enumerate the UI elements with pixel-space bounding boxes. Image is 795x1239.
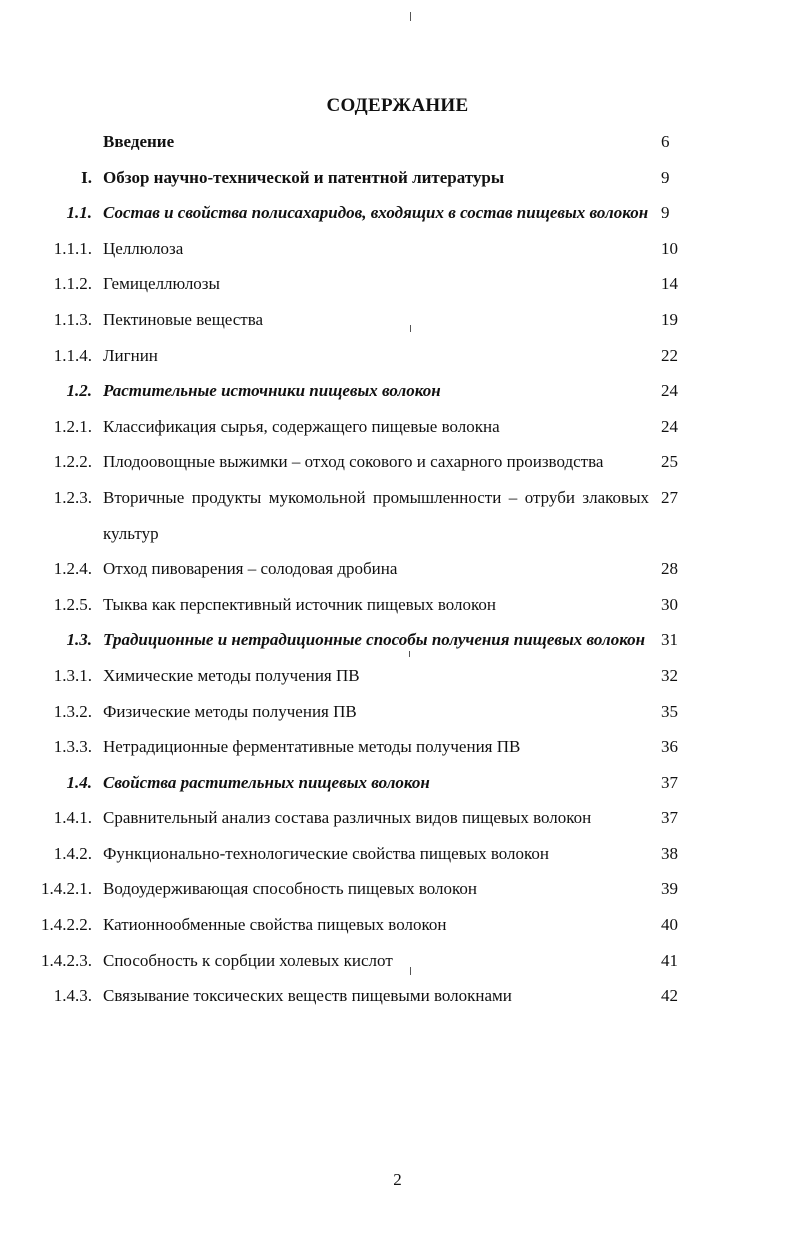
toc-title: Физические методы получения ПВ: [103, 701, 357, 721]
toc-title: Тыква как перспективный источник пищевых волокон: [103, 594, 497, 614]
toc-row: [0, 658, 795, 694]
toc-row: [0, 444, 795, 480]
toc-page: 37: [661, 808, 678, 828]
toc-number: 1.4.2.2.: [41, 915, 92, 935]
toc-number: 1.1.2.: [53, 274, 92, 294]
toc-number: 1.4.1.: [53, 808, 92, 828]
toc-row: [0, 266, 795, 302]
toc-title: Растительные источники пищевых волокон: [103, 381, 441, 401]
toc-number: 1.1.1.: [53, 238, 92, 258]
toc-title: Введение: [103, 132, 175, 151]
toc-page: 39: [661, 879, 678, 899]
toc-page: 35: [661, 701, 678, 721]
toc-row: [0, 302, 795, 338]
toc-number: 1.4.2.3.: [41, 950, 92, 970]
toc-title: Плодоовощные выжимки – отход сокового и сахарного производства: [103, 452, 604, 472]
scan-speck: [410, 325, 411, 332]
toc-row: [0, 480, 795, 551]
toc-title: Традиционные и нетрадиционные способы получения пищевых волокон: [103, 630, 646, 650]
toc-page: 10: [661, 238, 678, 258]
toc-number: 1.4.: [66, 772, 92, 792]
toc-page: 9: [661, 167, 670, 187]
toc-page: 30: [661, 594, 678, 614]
toc-page: 27: [661, 487, 678, 507]
toc-row: [0, 978, 795, 1014]
toc-page: 25: [661, 452, 678, 472]
toc-row: [0, 551, 795, 587]
toc-number: 1.1.: [66, 203, 92, 223]
page-title: СОДЕРЖАНИЕ: [326, 95, 469, 116]
toc-title: Сравнительный анализ состава различных видов пищевых волокон: [103, 808, 592, 828]
toc-title: Целлюлоза: [103, 238, 184, 258]
toc-number: 1.3.3.: [53, 737, 92, 757]
toc-number: 1.1.3.: [53, 309, 92, 329]
toc-row: [0, 943, 795, 979]
toc-title: Гемицеллюлозы: [103, 274, 220, 294]
toc-row: [0, 409, 795, 445]
toc-row: [0, 694, 795, 730]
toc-number: 1.2.2.: [53, 452, 92, 472]
scan-speck: [409, 651, 410, 657]
toc-title: Лигнин: [103, 345, 158, 365]
toc-page: 9: [661, 203, 670, 223]
toc-number: 1.2.4.: [53, 559, 92, 579]
toc-page: 19: [661, 309, 678, 329]
toc-title: Связывание токсических веществ пищевыми волокнами: [103, 986, 512, 1006]
toc-row: [0, 124, 795, 160]
toc-title: Пектиновые вещества: [103, 309, 264, 329]
toc-page: 24: [661, 416, 678, 436]
table-of-contents: [0, 124, 795, 1014]
toc-row: [0, 160, 795, 196]
toc-number: 1.4.2.: [53, 843, 92, 863]
toc-row: [0, 729, 795, 765]
toc-row: [0, 231, 795, 267]
toc-number: 1.3.2.: [53, 701, 92, 721]
toc-title: Водоудерживающая способность пищевых волокон: [103, 879, 478, 899]
toc-number: 1.1.4.: [53, 345, 92, 365]
toc-number: 1.2.5.: [53, 594, 92, 614]
toc-number: 1.2.: [66, 381, 92, 401]
toc-title: Отход пивоварения – солодовая дробина: [103, 559, 398, 579]
toc-page: 22: [661, 345, 678, 365]
toc-title: Свойства растительных пищевых волокон: [103, 772, 430, 792]
toc-row: [0, 587, 795, 623]
toc-number: 1.4.3.: [53, 986, 92, 1006]
page-number: 2: [393, 1170, 402, 1189]
toc-number: 1.3.: [66, 630, 92, 650]
toc-number: 1.2.3.: [53, 487, 92, 507]
toc-page: 40: [661, 915, 678, 935]
toc-page: 42: [661, 986, 678, 1006]
scan-speck: [410, 967, 411, 975]
toc-row: [0, 622, 795, 658]
toc-row: [0, 373, 795, 409]
toc-page: 38: [661, 843, 678, 863]
toc-row: [0, 195, 795, 231]
toc-title: Катионнообменные свойства пищевых волокон: [103, 915, 447, 935]
toc-page: 41: [661, 950, 678, 970]
toc-number: I.: [81, 167, 92, 187]
toc-page: 32: [661, 665, 678, 685]
toc-page: 31: [661, 630, 678, 650]
toc-page: 6: [661, 132, 670, 151]
toc-row: [0, 765, 795, 801]
toc-page: 14: [661, 274, 678, 294]
toc-page: 36: [661, 737, 678, 757]
toc-row: [0, 907, 795, 943]
toc-title: Вторичные продукты мукомольной промышленности – отруби злаковых культур: [103, 487, 649, 543]
toc-page: 37: [661, 772, 678, 792]
scan-speck: [410, 12, 411, 21]
toc-number: 1.3.1.: [53, 665, 92, 685]
toc-title: Состав и свойства полисахаридов, входящих в состав пищевых волокон: [103, 203, 649, 223]
toc-title: Функционально-технологические свойства пищевых волокон: [103, 843, 549, 863]
toc-row: [0, 871, 795, 907]
toc-row: [0, 800, 795, 836]
toc-title: Способность к сорбции холевых кислот: [103, 950, 393, 970]
toc-number: 1.4.2.1.: [41, 879, 92, 899]
toc-title: Классификация сырья, содержащего пищевые волокна: [103, 416, 500, 436]
toc-title: Нетрадиционные ферментативные методы получения ПВ: [103, 737, 521, 757]
toc-row: [0, 338, 795, 374]
toc-title: Обзор научно-технической и патентной литературы: [103, 167, 505, 187]
toc-number: 1.2.1.: [53, 416, 92, 436]
toc-page: 24: [661, 381, 678, 401]
toc-row: [0, 836, 795, 872]
toc-page: 28: [661, 559, 678, 579]
toc-title: Химические методы получения ПВ: [103, 665, 360, 685]
